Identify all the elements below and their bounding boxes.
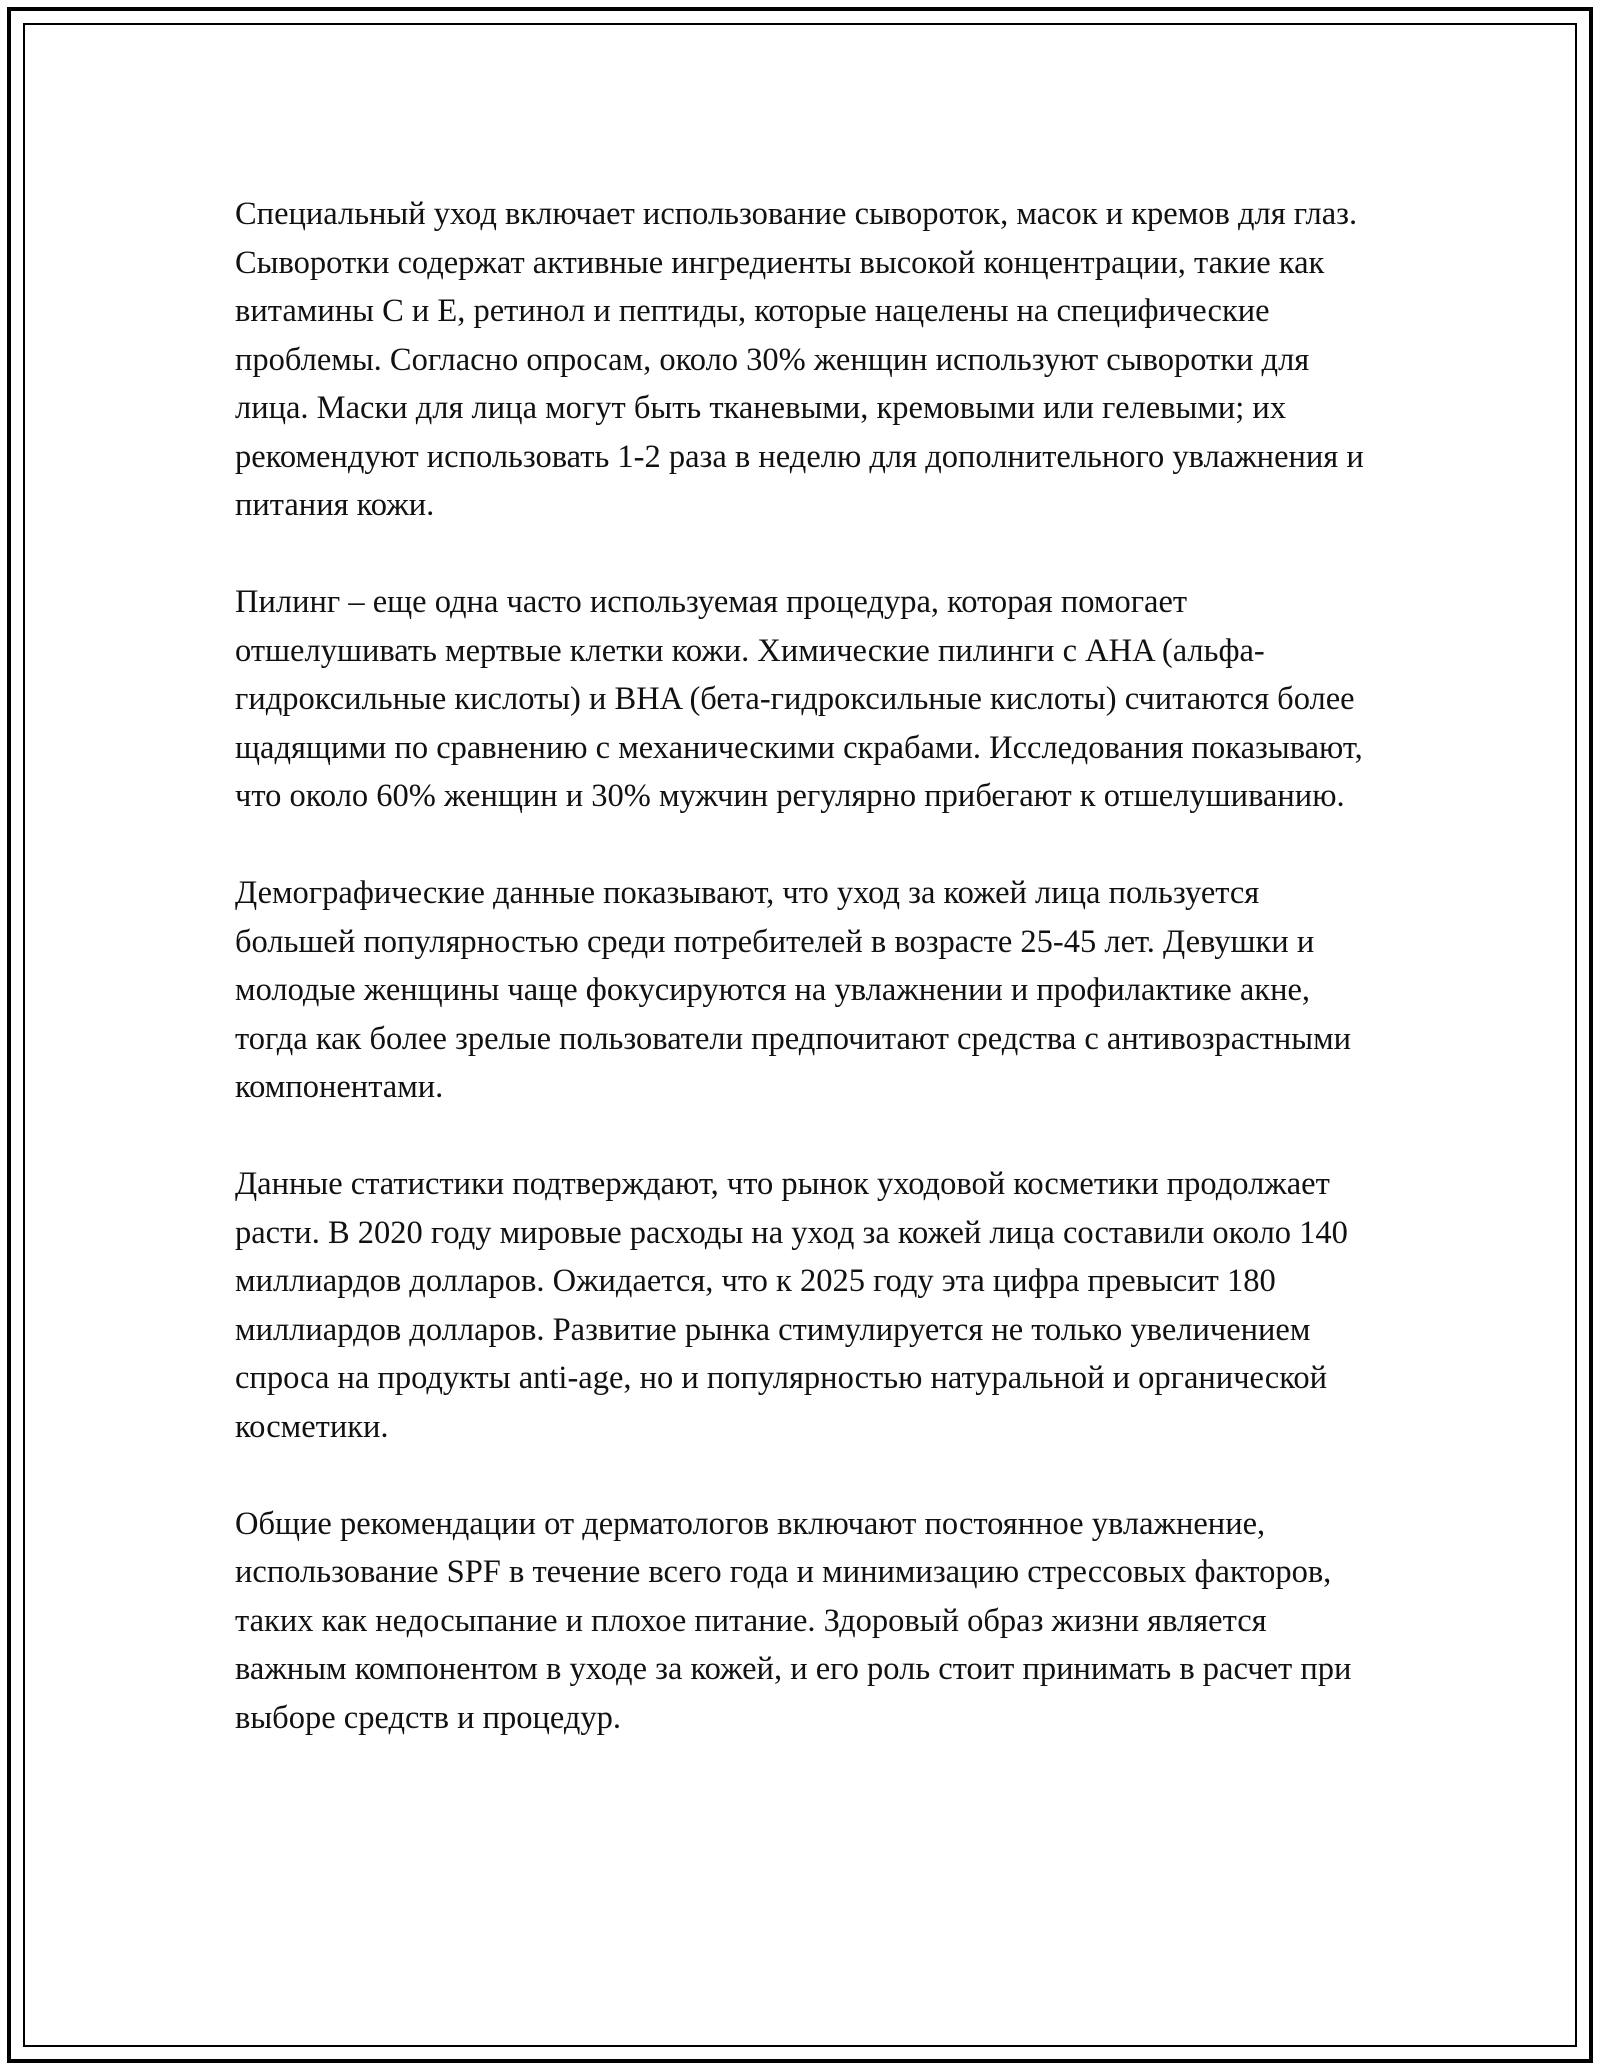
paragraph-recommendations: Общие рекомендации от дерматологов включают постоянное увлажнение, использование SPF в течение всего года и минимизацию стрессовых факторов, таких как недосыпание и плохое питание. Здоровый образ жизни является важным компонентом в уходе за кожей, и его роль стоит принимать в расчет при выборе средств и процедур. [235,1505,1352,1736]
paragraph-demographics: Демографические данные показывают, что уход за кожей лица пользуется большей популярностью среди потребителей в возрасте 25-45 лет. Девушки и молодые женщины чаще фокусируются на увлажнении и профилактике акне, тогда как более зрелые пользователи предпочитают средства с антивозрастными компонентами. [235,875,1352,1105]
paragraph-serums-masks: Специальный уход включает использование сывороток, масок и кремов для глаз. Сыворотки содержат активные ингредиенты высокой концентрации, такие как витамины C и E, ретинол и пептиды, которые нацелены на специфические проблемы. Согласно опросам, около 30% женщин используют сыворотки для лица. Маски для лица могут быть тканевыми, кремовыми или гелевыми; их рекомендуют использовать 1-2 раза в неделю для дополнительного увлажнения и питания кожи. [235,196,1364,523]
paragraph-peeling: Пилинг – еще одна часто используемая процедура, которая помогает отшелушивать мертвые клетки кожи. Химические пилинги с AHA (альфа-гидроксильные кислоты) и BHA (бета-гидроксильные кислоты) считаются более щадящими по сравнению с механическими скрабами. Исследования показывают, что около 60% женщин и 30% мужчин регулярно прибегают к отшелушиванию. [235,584,1363,814]
paragraph-market-statistics: Данные статистики подтверждают, что рынок уходовой косметики продолжает расти. В 2020 году мировые расходы на уход за кожей лица составили около 140 миллиардов долларов. Ожидается, что к 2025 году эта цифра превысит 180 миллиардов долларов. Развитие рынка стимулируется не только увеличением спроса на продукты anti-age, но и популярностью натуральной и органической косметики. [235,1166,1348,1445]
document-body [235,190,1385,1791]
